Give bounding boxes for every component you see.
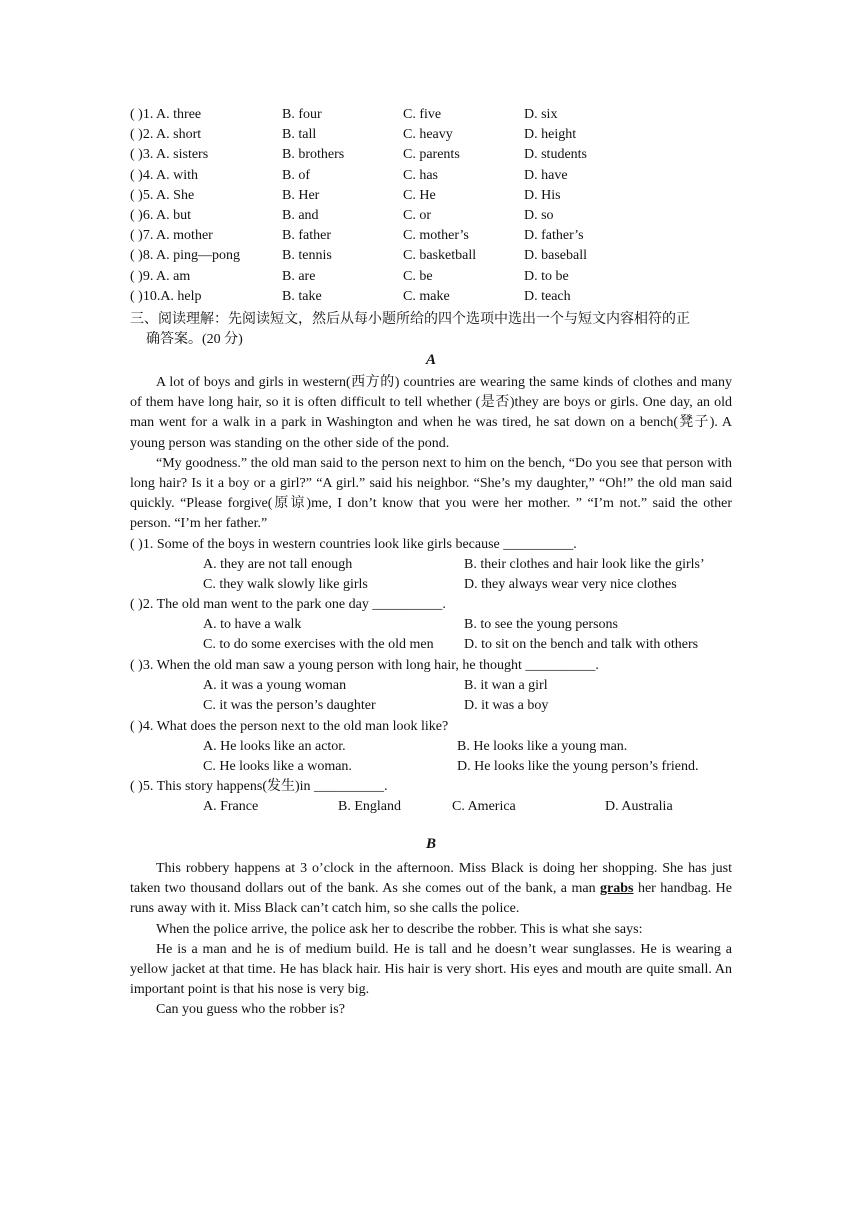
answer-option-a: A. France [203, 799, 259, 815]
cloze-option-c: C. basketball [403, 248, 477, 264]
cloze-question-option-a: ( )10.A. help [130, 288, 202, 304]
question-stem: ( )3. When the old man saw a young person with long hair, he thought __________. [130, 658, 599, 673]
cloze-option-b: B. brothers [282, 147, 345, 163]
cloze-question-option-a: ( )9. A. am [130, 268, 191, 284]
question-stem: ( )4. What does the person next to the old man look like? [130, 719, 449, 734]
cloze-option-b: B. father [282, 228, 331, 244]
cloze-option-b: B. Her [282, 187, 320, 203]
answer-option-d: D. to sit on the bench and talk with others [464, 637, 699, 653]
passage-b-paragraph-4: Can you guess who the robber is? [156, 1002, 345, 1018]
answer-option-b: B. He looks like a young man. [457, 739, 628, 755]
cloze-option-b: B. four [282, 107, 322, 122]
cloze-question-option-a: ( )7. A. mother [130, 228, 213, 244]
answer-option-d: D. it was a boy [464, 698, 549, 714]
cloze-option-c: C. be [403, 268, 433, 284]
cloze-option-b: B. tennis [282, 248, 332, 264]
answer-option-c: C. they walk slowly like girls [203, 577, 368, 593]
cloze-option-d: D. father’s [524, 228, 584, 244]
passage-b-heading: B [425, 836, 436, 852]
passage-a-heading: A [425, 352, 436, 368]
passage-a-text [130, 373, 732, 535]
cloze-option-c: C. parents [403, 147, 460, 163]
question-stem: ( )2. The old man went to the park one day __________. [130, 597, 446, 612]
cloze-option-b: B. of [282, 167, 310, 183]
cloze-option-c: C. five [403, 107, 442, 122]
answer-option-b: B. their clothes and hair look like the girls’ [464, 557, 705, 573]
answer-option-a: A. to have a walk [203, 617, 302, 633]
cloze-option-d: D. baseball [524, 248, 587, 264]
answer-option-b: B. it wan a girl [464, 678, 548, 694]
cloze-option-d: D. six [524, 107, 558, 122]
cloze-option-d: D. to be [524, 268, 569, 284]
cloze-option-d: D. so [524, 208, 554, 223]
cloze-question-option-a: ( )5. A. She [130, 187, 195, 203]
cloze-option-c: C. has [403, 167, 438, 183]
answer-option-d: D. He looks like the young person’s friend. [457, 759, 699, 775]
answer-option-a: A. it was a young woman [203, 678, 347, 694]
passage-b-paragraph-3: He is a man and he is of medium build. He is tall and he doesn’t wear sunglasses. He is wearing a yellow jacket at that time. He has black hair. His hair is very short. His eyes and mouth are quite small. An important point is that his nose is very big. [130, 941, 732, 998]
answer-option-d: D. they always wear very nice clothes [464, 577, 677, 593]
cloze-question-option-a: ( )4. A. with [130, 167, 199, 183]
cloze-option-c: C. He [403, 187, 436, 203]
cloze-question-option-a: ( )8. A. ping—pong [130, 248, 241, 264]
cloze-question-option-a: ( )1. A. three [130, 107, 202, 122]
passage-b-p1-start: This robbery happens at 3 o’clock in the afternoon. Miss Black is doing her shopping. She has just taken two thousand dollars out of the bank. As she comes out of the bank, a man [130, 861, 732, 897]
answer-option-a: A. He looks like an actor. [203, 739, 346, 755]
cloze-option-b: B. tall [282, 127, 317, 143]
passage-a-paragraph-1: A lot of boys and girls in western(西方的) countries are wearing the same kinds of clothes and many of them have long hair, so it is often difficult to tell whether (是否)they are boys or girls. One day, an old man went for a walk in a park in Washington and when he was tired, he sat down on a bench(凳子). A young person was standing on the other side of the pond. [130, 375, 732, 451]
cloze-option-d: D. teach [524, 288, 571, 304]
answer-option-c: C. to do some exercises with the old men [203, 637, 434, 653]
section-title-line2: 确答案。(20 分) [146, 332, 243, 347]
cloze-question-option-a: ( )2. A. short [130, 127, 202, 143]
cloze-option-c: C. make [403, 288, 450, 304]
answer-option-c: C. it was the person’s daughter [203, 698, 376, 714]
answer-option-d: D. Australia [605, 799, 673, 815]
cloze-option-c: C. mother’s [403, 228, 469, 244]
passage-b-paragraph-2: When the police arrive, the police ask her to describe the robber. This is what she says: [156, 921, 643, 937]
vocab-word-grabs: grabs [600, 881, 634, 897]
cloze-option-d: D. height [524, 127, 577, 143]
answer-option-b: B. to see the young persons [464, 617, 618, 633]
answer-option-c: C. America [452, 799, 516, 815]
answer-option-c: C. He looks like a woman. [203, 759, 352, 775]
question-stem: ( )1. Some of the boys in western countries look like girls because __________. [130, 537, 577, 552]
passage-b-paragraph-1 [130, 859, 732, 920]
cloze-option-c: C. heavy [403, 127, 453, 143]
cloze-option-d: D. students [524, 147, 587, 163]
cloze-option-c: C. or [403, 208, 431, 223]
section-three-title [130, 310, 740, 350]
cloze-option-b: B. take [282, 288, 322, 304]
passage-a-paragraph-2: “My goodness.” the old man said to the person next to him on the bench, “Do you see that person with long hair? Is it a boy or a girl?” “A girl.” said his neighbor. “She’s my daughter,” “Oh!” the old man said quickly. “Please forgive(原谅)me, I don’t know that you were her mother. ” “I’m not.” said the other person. “I’m her father.” [130, 455, 732, 532]
answer-option-b: B. England [338, 799, 401, 815]
cloze-question-option-a: ( )6. A. but [130, 208, 192, 223]
section-title-line1: 三、阅读理解：先阅读短文，然后从每小题所给的四个选项中选出一个与短文内容相符的正 [130, 312, 690, 327]
cloze-option-b: B. are [282, 268, 316, 284]
cloze-option-d: D. His [524, 187, 561, 203]
cloze-question-option-a: ( )3. A. sisters [130, 147, 209, 163]
cloze-option-b: B. and [282, 208, 319, 223]
cloze-option-d: D. have [524, 167, 568, 183]
answer-option-a: A. they are not tall enough [203, 557, 353, 573]
passage-b-p1-end: her handbag. He runs away with it. Miss Black can’t catch him, so she calls the police. [130, 881, 732, 917]
question-stem: ( )5. This story happens(发生)in __________. [130, 779, 388, 794]
passage-b-text [130, 859, 732, 1021]
